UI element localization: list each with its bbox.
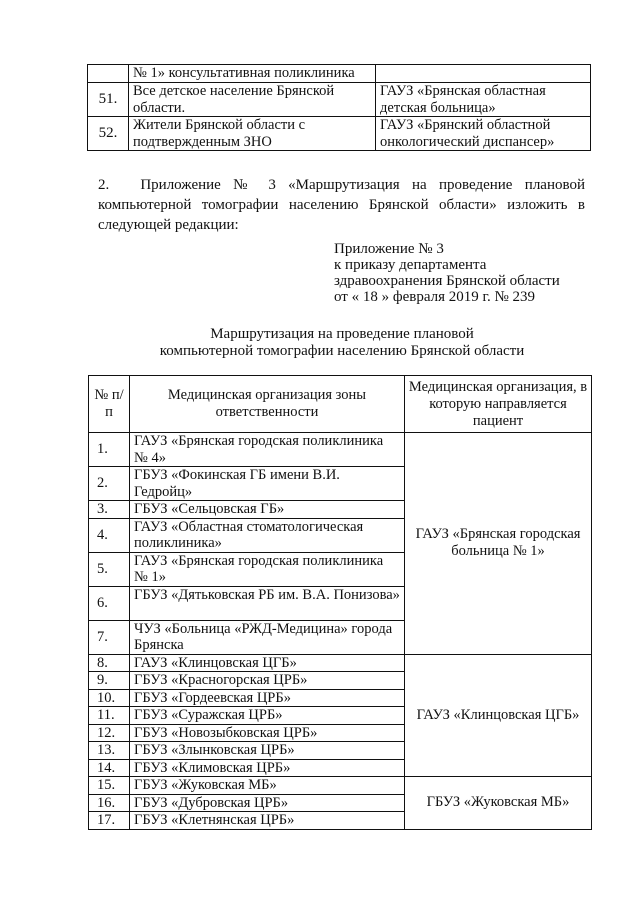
header-number: № п/п (89, 376, 130, 433)
destination-org: ГАУЗ «Брянский областной онкологический диспансер» (376, 117, 591, 151)
table-row (88, 65, 591, 83)
row-number: 4. (89, 518, 130, 552)
table-row (89, 654, 592, 672)
responsibility-org: ГБУЗ «Красногорская ЦРБ» (130, 672, 405, 690)
title-line: компьютерной томографии населению Брянской области (159, 343, 525, 359)
appendix-date: от « 18 » февраля 2019 г. № 239 (334, 289, 536, 305)
destination-org: ГАУЗ «Брянская городская больница № 1» (405, 433, 592, 655)
responsibility-org: № 1» консультативная поликлиника (129, 65, 376, 83)
table-row (89, 777, 592, 795)
responsibility-org: ГБУЗ «Гордеевская ЦРБ» (130, 689, 405, 707)
row-number: 13. (89, 742, 130, 760)
row-number: 1. (89, 433, 130, 467)
row-number: 10. (89, 689, 130, 707)
row-number: 7. (89, 620, 130, 654)
row-number: 3. (89, 501, 130, 519)
responsibility-org: ГАУЗ «Брянская городская поликлиника № 1» (130, 552, 405, 586)
appendix-line: здравоохранения Брянской области (334, 273, 560, 289)
row-number: 5. (89, 552, 130, 586)
row-number: 12. (89, 724, 130, 742)
amendment-paragraph (98, 175, 585, 235)
row-number: 6. (89, 586, 130, 620)
row-number: 51. (88, 83, 129, 117)
row-number: 16. (89, 794, 130, 812)
row-number: 15. (89, 777, 130, 795)
responsibility-org: ГБУЗ «Суражская ЦРБ» (130, 707, 405, 725)
responsibility-org: ГБУЗ «Дятьковская РБ им. В.А. Понизова» (130, 586, 405, 620)
header-responsibility-org: Медицинская организация зоны ответственности (130, 376, 405, 433)
destination-org: ГАУЗ «Брянская областная детская больница» (376, 83, 591, 117)
routing-table (88, 375, 592, 830)
row-number: 11. (89, 707, 130, 725)
table-header-row (89, 376, 592, 433)
responsibility-org: Все детское население Брянской области. (129, 83, 376, 117)
paragraph-number: 2. (98, 177, 110, 193)
destination-org (376, 65, 591, 83)
appendix-header (334, 241, 604, 305)
title-line: Маршрутизация на проведение плановой (210, 326, 474, 342)
destination-org: ГБУЗ «Жуковская МБ» (405, 777, 592, 830)
header-destination-org: Медицинская организация, в которую направляется пациент (405, 376, 592, 433)
responsibility-org: ГБУЗ «Жуковская МБ» (130, 777, 405, 795)
continuation-table (87, 64, 591, 151)
responsibility-org: ГАУЗ «Клинцовская ЦГБ» (130, 654, 405, 672)
table-row (88, 117, 591, 151)
table-row (89, 433, 592, 467)
appendix-title: Приложение № 3 (334, 241, 444, 257)
responsibility-org: ГБУЗ «Новозыбковская ЦРБ» (130, 724, 405, 742)
responsibility-org: Жители Брянской области с подтвержденным ЗНО (129, 117, 376, 151)
responsibility-org: ГАУЗ «Областная стоматологическая поликлиника» (130, 518, 405, 552)
table-row (88, 83, 591, 117)
row-number: 52. (88, 117, 129, 151)
responsibility-org: ГБУЗ «Злынковская ЦРБ» (130, 742, 405, 760)
destination-org: ГАУЗ «Клинцовская ЦГБ» (405, 654, 592, 777)
row-number: 14. (89, 759, 130, 777)
paragraph-text: Приложение № 3 «Маршрутизация на проведение плановой компьютерной томографии населению Брянской области» изложить в следующей редакции: (98, 177, 585, 233)
responsibility-org: ГБУЗ «Клетнянская ЦРБ» (130, 812, 405, 830)
document-title (100, 326, 584, 360)
responsibility-org: ГБУЗ «Климовская ЦРБ» (130, 759, 405, 777)
row-number (88, 65, 129, 83)
row-number: 17. (89, 812, 130, 830)
responsibility-org: ГБУЗ «Дубровская ЦРБ» (130, 794, 405, 812)
responsibility-org: ГБУЗ «Сельцовская ГБ» (130, 501, 405, 519)
responsibility-org: ГАУЗ «Брянская городская поликлиника № 4» (130, 433, 405, 467)
row-number: 9. (89, 672, 130, 690)
appendix-line: к приказу департамента (334, 257, 487, 273)
row-number: 8. (89, 654, 130, 672)
responsibility-org: ЧУЗ «Больница «РЖД-Медицина» города Брянска (130, 620, 405, 654)
row-number: 2. (89, 467, 130, 501)
responsibility-org: ГБУЗ «Фокинская ГБ имени В.И. Гедройц» (130, 467, 405, 501)
